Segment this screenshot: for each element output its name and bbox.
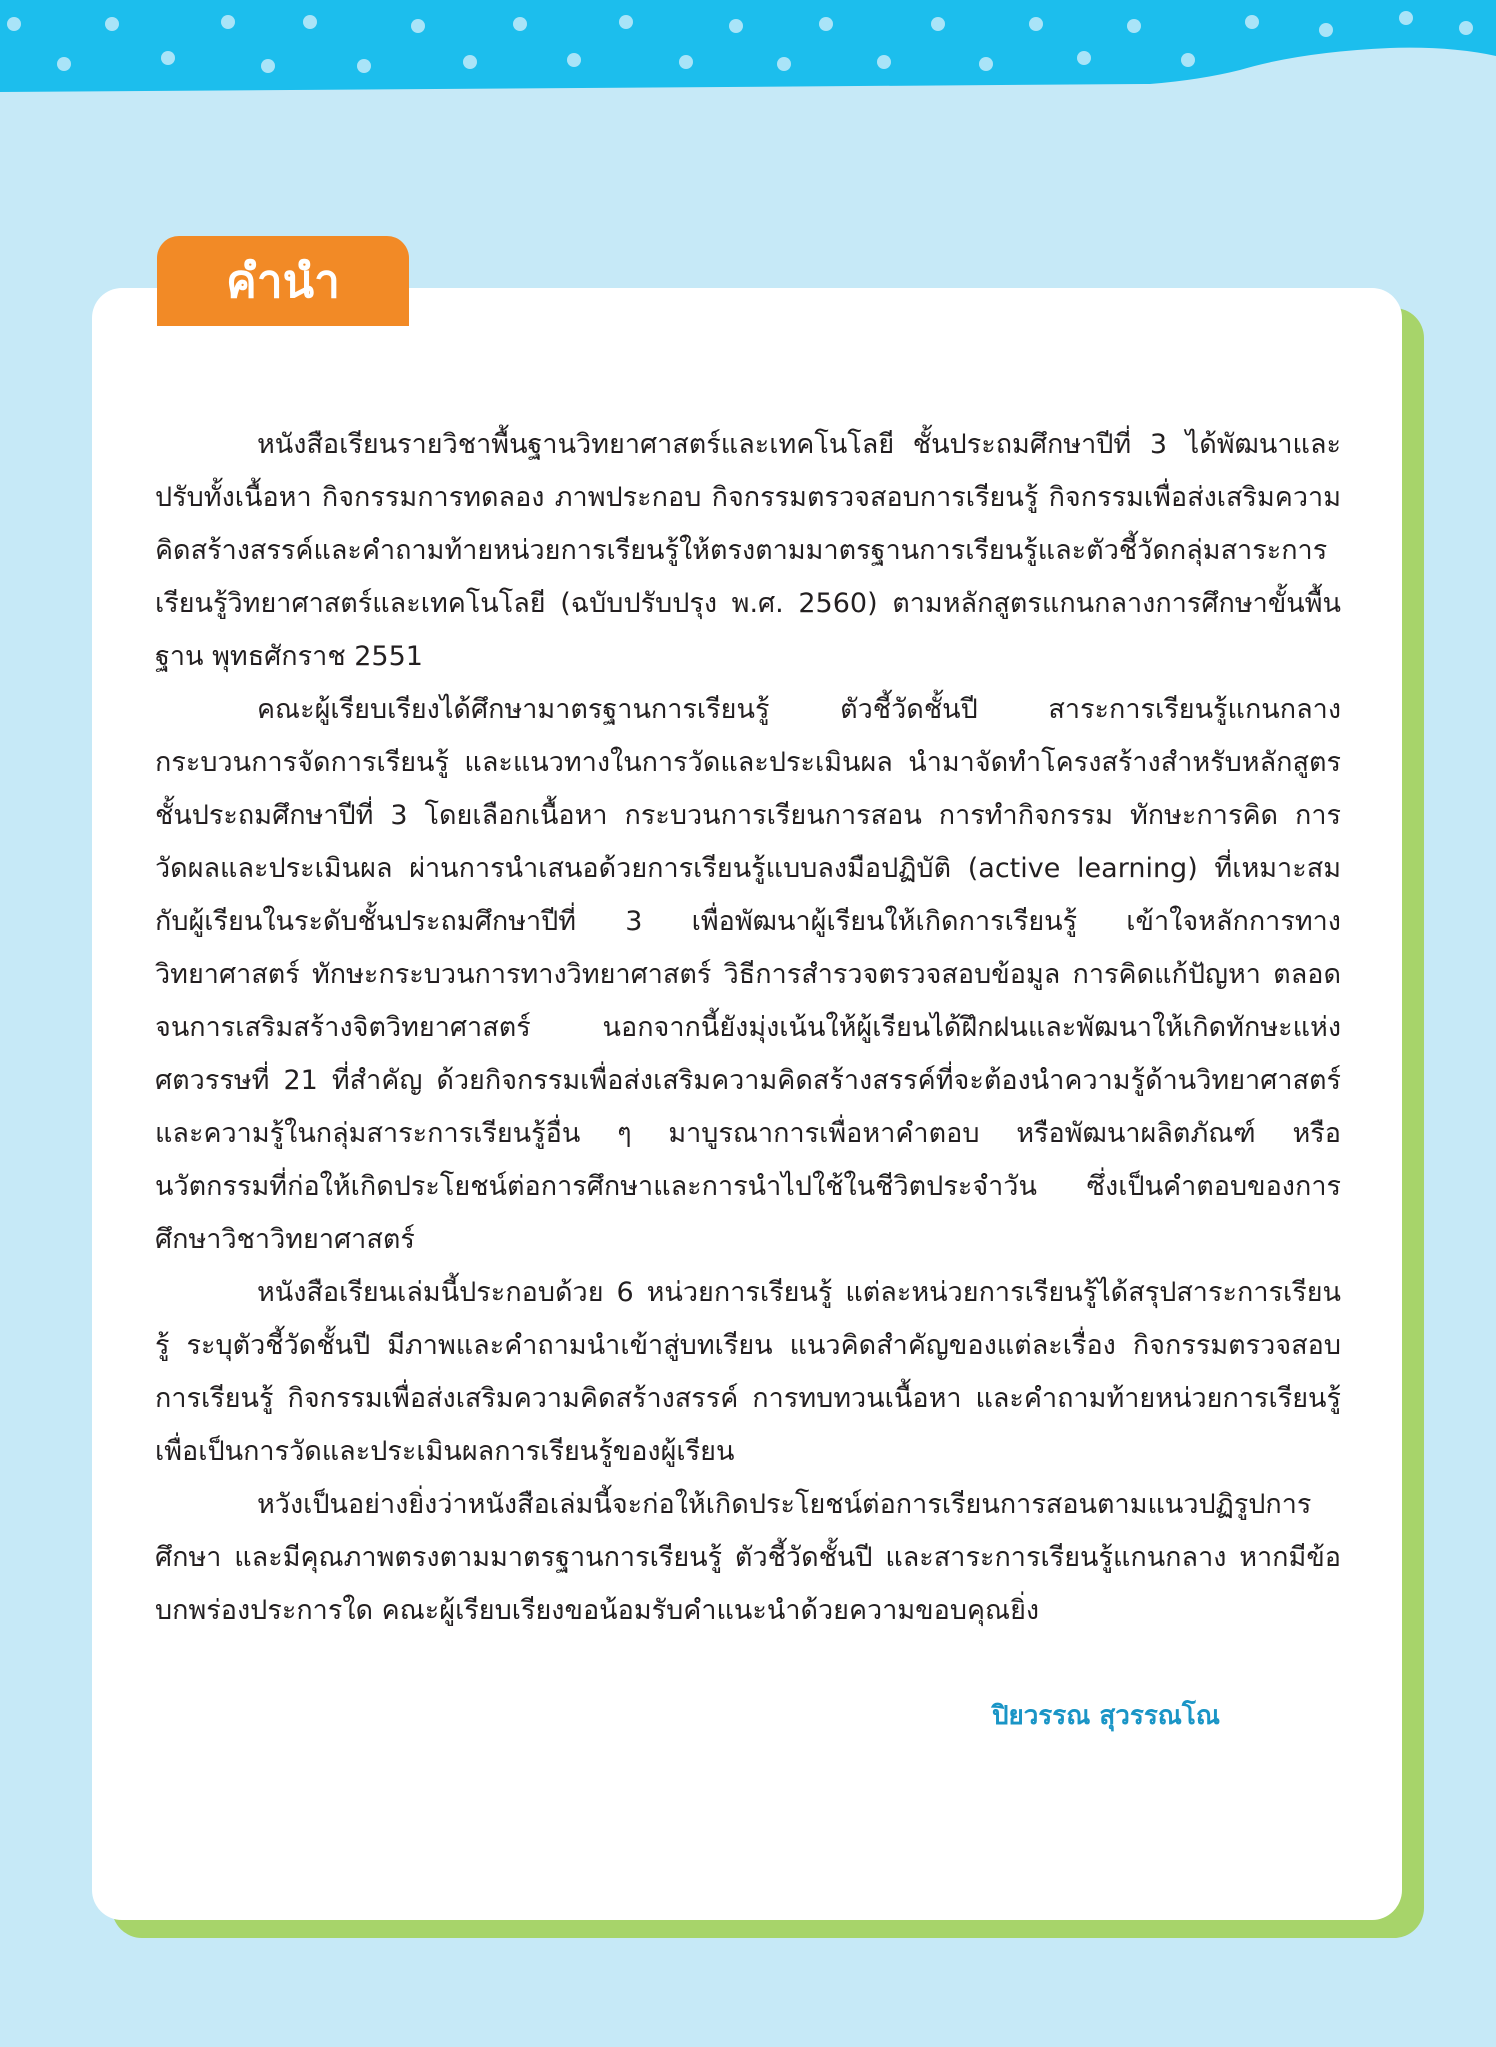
page-title: คำนำ: [157, 236, 409, 326]
band-shape: [0, 0, 1496, 92]
author-signature: ปิยวรรณ สุวรรณโณ: [991, 1701, 1220, 1731]
top-decorative-band: [0, 0, 1496, 110]
paragraph: หวังเป็นอย่างยิ่งว่าหนังสือเล่มนี้จะก่อให้เกิดประโยชน์ต่อการเรียนการสอนตามแนวปฏิรูปการศึกษา และมีคุณภาพตรงตามมาตรฐานการเรียนรู้ ตัวชี้วัดชั้นปี และสาระการเรียนรู้แกนกลาง หากมีข้อบกพร่องประการใด คณะผู้เรียบเรียงขอน้อมรับคำแนะนำด้วยความขอบคุณยิ่ง: [155, 1489, 1341, 1626]
paragraph: หนังสือเรียนรายวิชาพื้นฐานวิทยาศาสตร์และเทคโนโลยี ชั้นประถมศึกษาปีที่ 3 ได้พัฒนาและปรับทั้งเนื้อหา กิจกรรมการทดลอง ภาพประกอบ กิจกรรมตรวจสอบการเรียนรู้ กิจกรรมเพื่อส่งเสริมความคิดสร้างสรรค์และคำถามท้ายหน่วยการเรียนรู้ให้ตรงตามมาตรฐานการเรียนรู้และตัวชี้วัดกลุ่มสาระการเรียนรู้วิทยาศาสตร์และเทคโนโลยี (ฉบับปรับปรุง พ.ศ. 2560) ตามหลักสูตรแกนกลางการศึกษาขั้นพื้นฐาน พุทธศักราช 2551: [155, 429, 1341, 672]
paragraph: คณะผู้เรียบเรียงได้ศึกษามาตรฐานการเรียนรู้ ตัวชี้วัดชั้นปี สาระการเรียนรู้แกนกลาง กระบวนการจัดการเรียนรู้ และแนวทางในการวัดและประเมินผล นำมาจัดทำโครงสร้างสำหรับหลักสูตรชั้นประถมศึกษาปีที่ 3 โดยเลือกเนื้อหา กระบวนการเรียนการสอน การทำกิจกรรม ทักษะการคิด การวัดผลและประเมินผล ผ่านการนำเสนอด้วยการเรียนรู้แบบลงมือปฏิบัติ (active learning) ที่เหมาะสมกับผู้เรียนในระดับชั้นประถมศึกษาปีที่ 3 เพื่อพัฒนาผู้เรียนให้เกิดการเรียนรู้ เข้าใจหลักการทางวิทยาศาสตร์ ทักษะกระบวนการทางวิทยาศาสตร์ วิธีการสำรวจตรวจสอบข้อมูล การคิดแก้ปัญหา ตลอดจนการเสริมสร้างจิตวิทยาศาสตร์ นอกจากนี้ยังมุ่งเน้นให้ผู้เรียนได้ฝึกฝนและพัฒนาให้เกิดทักษะแห่งศตวรรษที่ 21 ที่สำคัญ ด้วยกิจกรรมเพื่อส่งเสริมความคิดสร้างสรรค์ที่จะต้องนำความรู้ด้านวิทยาศาสตร์ และความรู้ในกลุ่มสาระการเรียนรู้อื่น ๆ มาบูรณาการเพื่อหาคำตอบ หรือพัฒนาผลิตภัณฑ์ หรือนวัตกรรมที่ก่อให้เกิดประโยชน์ต่อการศึกษาและการนำไปใช้ในชีวิตประจำวัน ซึ่งเป็นคำตอบของการศึกษาวิชาวิทยาศาสตร์: [155, 694, 1341, 1255]
paragraph: หนังสือเรียนเล่มนี้ประกอบด้วย 6 หน่วยการเรียนรู้ แต่ละหน่วยการเรียนรู้ได้สรุปสาระการเรียนรู้ ระบุตัวชี้วัดชั้นปี มีภาพและคำถามนำเข้าสู่บทเรียน แนวคิดสำคัญของแต่ละเรื่อง กิจกรรมตรวจสอบการเรียนรู้ กิจกรรมเพื่อส่งเสริมความคิดสร้างสรรค์ การทบทวนเนื้อหา และคำถามท้ายหน่วยการเรียนรู้เพื่อเป็นการวัดและประเมินผลการเรียนรู้ของผู้เรียน: [155, 1277, 1341, 1467]
preface-body: [155, 418, 1341, 1637]
